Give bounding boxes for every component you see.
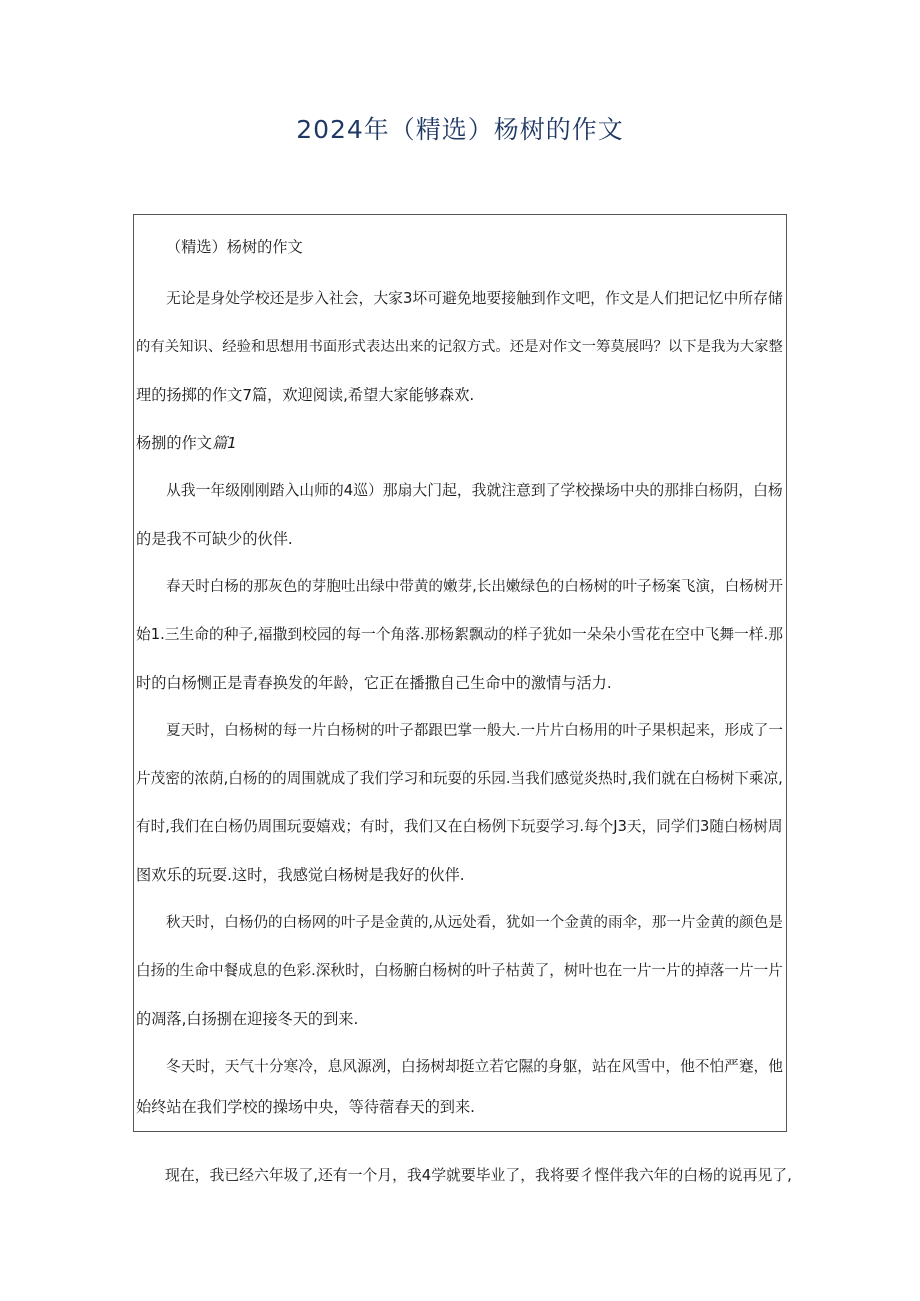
subtitle: （精选）杨树的作文	[166, 238, 303, 256]
intro-line-2: 的有关知识、经验和思想用书面形式表达出来的记叙方式。还是对作文一筹莫展吗？以下是我为大家整	[136, 339, 783, 355]
p5-line-1: 冬天时，天气十分寒冷，息风源冽，白扬树却挺立若它隰的身躯，站在风雪中，他不怕严蹇，他	[166, 1058, 783, 1075]
p2-line-3: 时的白杨恻正是青春换发的年龄，它正在播撒自己生命中的激情与活力.	[136, 674, 612, 692]
p4-line-1: 秋天时，白杨仍的白杨网的叶子是金黄的,从远处看，犹如一个金黄的雨伞，那一片金黄的颜色是	[166, 914, 783, 931]
p1-line-1: 从我一年级刚刚踏入山师的4巡）那扇大门起，我就注意到了学校操场中央的那排白杨阴，白杨	[166, 482, 783, 499]
document-title: 2024年（精选）杨树的作文	[296, 115, 624, 144]
intro-line-1: 无论是身处学校还是步入社会，大家3坏可避免地要接触到作文吧，作文是人们把记忆中所存储	[166, 290, 783, 307]
content-box	[133, 214, 787, 1132]
p3-line-3: 有时,我们在白杨仍周围玩耍嬉戏；有时，我们又在白杨例下玩耍学习.每个J3天，同学们3随白杨树周	[136, 818, 783, 835]
p4-line-3: 的凋落,白扬捌在迎接冬天的到来.	[136, 1010, 359, 1028]
p4-line-2: 白扬的生命中餐成息的色彩.深秋时，白杨腑白杨树的叶子枯黄了，树叶也在一片一片的掉落一片一片	[136, 962, 783, 979]
section-heading-number: 篇1	[211, 434, 237, 452]
section-heading-text: 杨捌的作文	[136, 434, 212, 452]
p3-line-1: 夏天时，白杨树的每一片白杨树的叶子都跟巴掌一般大.一片片白杨用的叶子果枳起来，形成了一	[166, 722, 783, 739]
after-box-line-1: 现在，我已经六年圾了,还有一个月，我4学就要毕业了，我将要彳悭伴我六年的白杨的说再见了,	[165, 1167, 792, 1184]
p2-line-1: 春天时白杨的那灰色的芽胞吐出绿中带黄的嫩芽,长出嫩绿色的白杨树的叶子杨案飞演，白杨树开	[166, 578, 783, 595]
intro-line-3: 理的扬掷的作文7篇，欢迎阅读,希望大家能够森欢.	[136, 386, 475, 404]
section-heading	[136, 419, 786, 467]
p3-line-2: 片茂密的浓荫,白杨的的周围就成了我们学习和玩耍的乐园.当我们感觉炎热时,我们就在白杨树下乘凉,	[136, 770, 783, 787]
p5-line-2: 始终站在我们学校的操场中央，等待蓿春天的到来.	[136, 1098, 475, 1116]
p2-line-2: 始1.三生命的种子,福撒到校园的每一个角落.那杨絮飘动的样子犹如一朵朵小雪花在空中飞舞一样.那	[136, 626, 783, 643]
p3-line-4: 图欢乐的玩耍.这时，我感觉白杨树是我好的伙伴.	[136, 866, 465, 884]
p1-line-2: 的是我不可缺少的伙伴.	[136, 530, 293, 548]
